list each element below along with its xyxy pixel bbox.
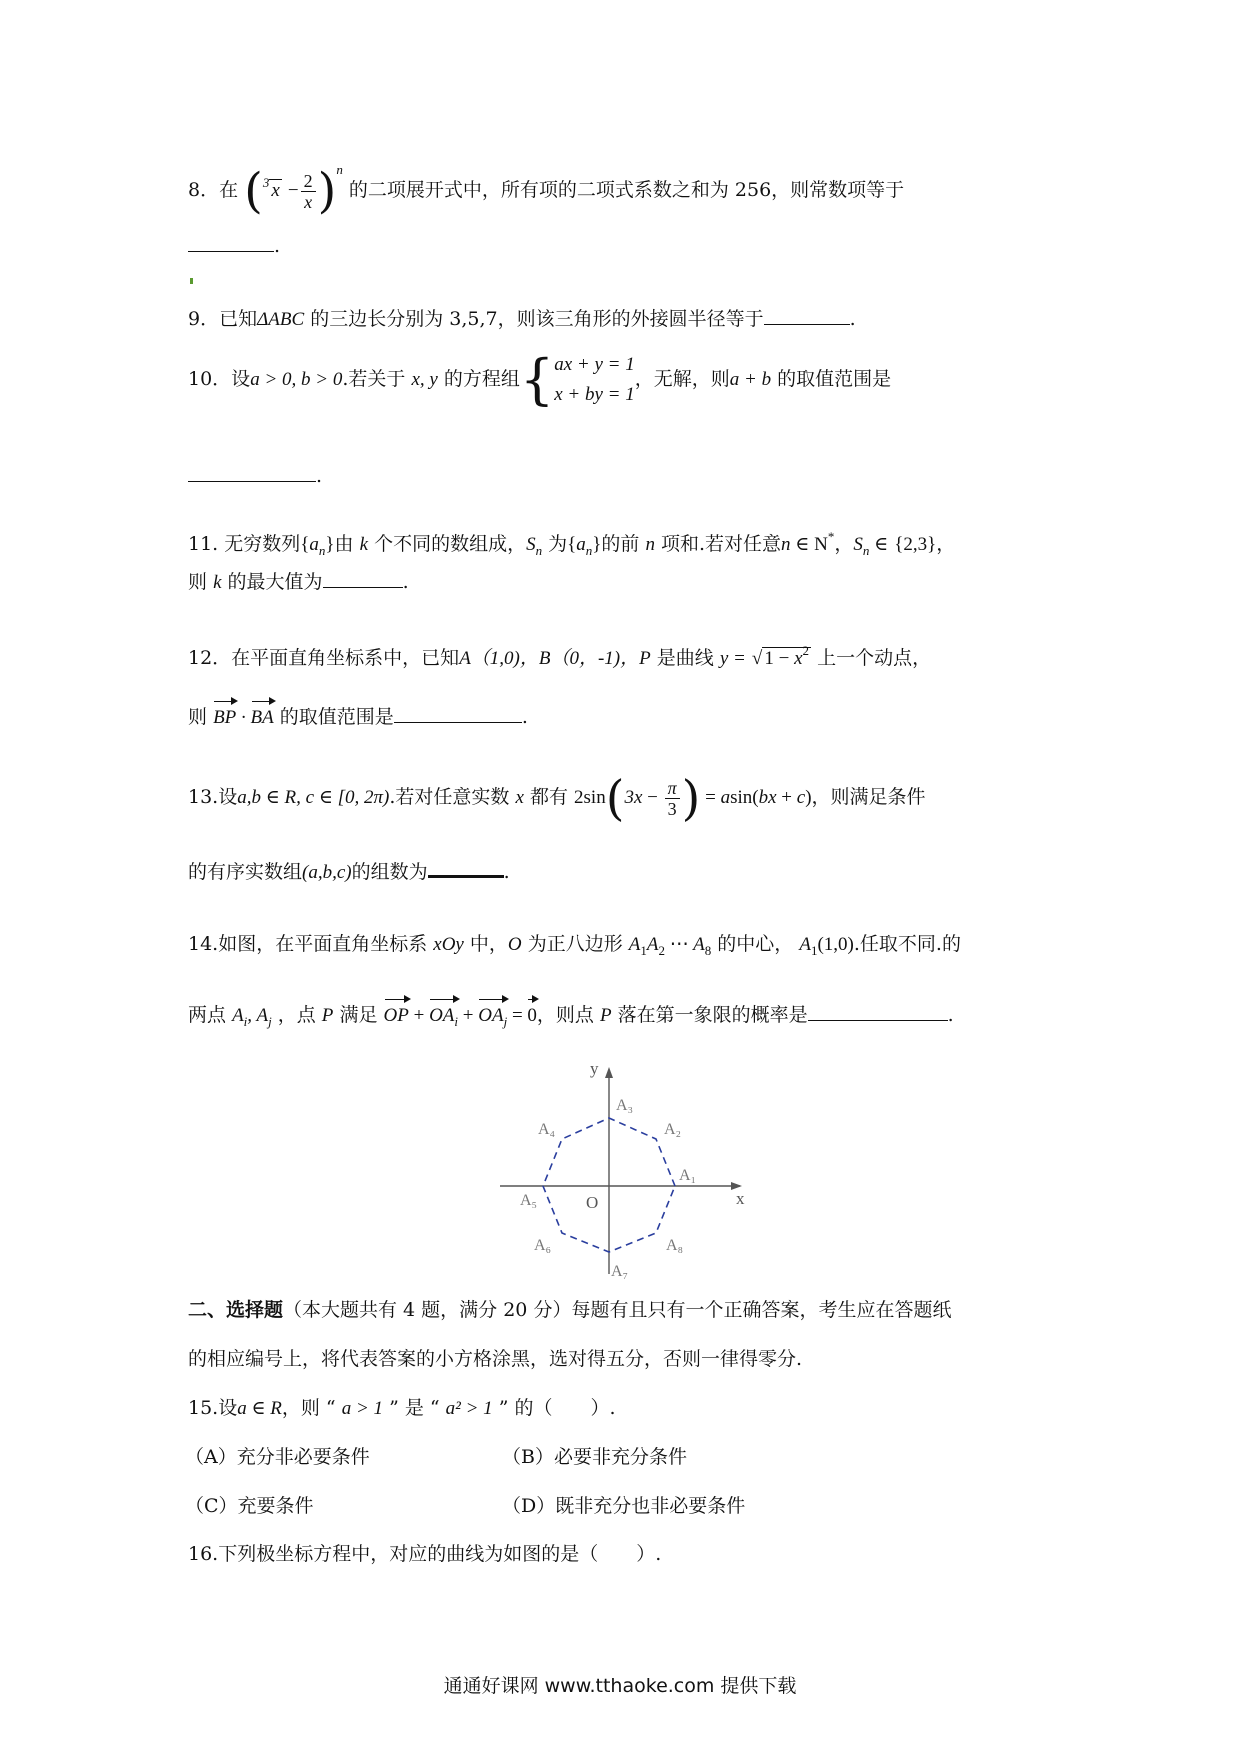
question-10-answer-line bbox=[188, 462, 322, 490]
section-2-desc bbox=[188, 1345, 802, 1373]
period: . bbox=[947, 1004, 954, 1026]
question-10-number: 10．设 bbox=[188, 368, 251, 390]
x-axis-label: x bbox=[736, 1189, 745, 1208]
question-12-line2 bbox=[188, 700, 528, 732]
q15-text-b: ，则 “ bbox=[281, 1397, 336, 1419]
q12-line2-b: 的取值范围是 bbox=[279, 706, 394, 728]
q14-line2-b: ，点 bbox=[277, 1004, 316, 1026]
q14-text-b: 中， bbox=[469, 933, 508, 955]
period: . bbox=[274, 235, 281, 257]
question-11 bbox=[188, 523, 955, 565]
sequence-an-2: $\{a_n\}$ bbox=[567, 534, 602, 558]
right-paren: ) bbox=[317, 163, 337, 219]
option-b[interactable] bbox=[502, 1442, 687, 1469]
question-11-line2 bbox=[188, 568, 409, 597]
y-axis-label: y bbox=[590, 1059, 599, 1078]
option-b-label: （B）必要非充分条件 bbox=[502, 1446, 687, 1468]
question-13 bbox=[188, 770, 926, 827]
q12-line2-a: 则 bbox=[188, 706, 208, 728]
left-paren: ( bbox=[244, 163, 263, 219]
answer-blank-10[interactable] bbox=[188, 463, 316, 482]
octagon-figure bbox=[490, 1058, 760, 1284]
option-c[interactable] bbox=[185, 1491, 314, 1518]
q11-text-b: 由 bbox=[334, 533, 354, 555]
q11-line2-a: 则 bbox=[188, 571, 208, 593]
q12-text-c: 上一个动点， bbox=[817, 647, 932, 669]
sequence-an: $\{a_n\}$ bbox=[300, 534, 335, 558]
q13-line2-b: 的组数为 bbox=[351, 861, 428, 883]
option-a[interactable] bbox=[185, 1442, 370, 1469]
q11-text-d: 为 bbox=[548, 533, 568, 555]
question-8-text: 的二项展开式中，所有项的二项式系数之和为 256，则常数项等于 bbox=[348, 179, 905, 201]
y-axis-arrow bbox=[605, 1067, 613, 1078]
option-c-label: （C）充要条件 bbox=[185, 1495, 314, 1517]
vertex-a1-label: A₁ bbox=[679, 1167, 697, 1184]
sine-identity: 2sin(3x − $\frac{\pi}{3}$ ) = asin(bx + c) bbox=[574, 770, 812, 827]
question-9 bbox=[188, 305, 856, 334]
question-16-text: 16.下列极坐标方程中，对应的曲线为如图的是（ ）. bbox=[188, 1543, 662, 1565]
option-d-label: （D）既非充分也非必要条件 bbox=[502, 1495, 746, 1517]
q11-text-g: ， bbox=[834, 533, 854, 555]
points-ai-aj: $A_i$, $A_j$ bbox=[232, 1005, 272, 1029]
question-14-number: 14.如图，在平面直角坐标系 bbox=[188, 933, 428, 955]
xoy-plane: xOy bbox=[433, 934, 464, 955]
scan-mark bbox=[190, 278, 193, 284]
set-2-3: {2,3} bbox=[894, 534, 937, 555]
question-10-text-d: ，无解，则 bbox=[634, 368, 730, 390]
triangle-abc: ΔABC bbox=[257, 309, 305, 330]
center-o: O bbox=[507, 934, 522, 955]
question-13-line2 bbox=[188, 857, 510, 887]
question-9-number: 9．已知 bbox=[188, 308, 258, 330]
footer-credit: 通通好课网 www.tthaoke.com 提供下载 bbox=[443, 1675, 797, 1697]
question-8-answer-line bbox=[188, 232, 280, 260]
question-10-text-e: 的取值范围是 bbox=[777, 368, 892, 390]
equation-system bbox=[554, 350, 635, 410]
period: . bbox=[503, 861, 510, 883]
question-12-number: 12．在平面直角坐标系中，已知 bbox=[188, 647, 460, 669]
question-11-number: 11. 无穷数列 bbox=[188, 533, 301, 555]
section-2-header bbox=[188, 1296, 951, 1324]
var-x: x bbox=[515, 786, 524, 808]
dot-product-bp-ba: BP · BA bbox=[213, 707, 274, 728]
condition-abc: a,b ∈ R, c ∈ [0, 2π) bbox=[237, 786, 390, 808]
question-8-number: 8．在 bbox=[188, 179, 239, 201]
question-15 bbox=[188, 1394, 616, 1423]
q14-line2-d: ，则点 bbox=[536, 1004, 594, 1026]
var-k: k bbox=[213, 572, 222, 593]
statement-p: a > 1 bbox=[341, 1398, 384, 1419]
octagon-a1-a8: $A_1A_2$ ⋯ $A_8$ bbox=[628, 934, 712, 958]
partial-sum-sn: $S_n$ bbox=[526, 534, 543, 558]
var-n: n bbox=[645, 534, 655, 555]
question-14 bbox=[188, 930, 961, 965]
vertex-a4-label: A₄ bbox=[538, 1121, 556, 1138]
q14-text-e: .任取不同.的 bbox=[853, 933, 961, 955]
q13-line2-a: 的有序实数组 bbox=[188, 861, 303, 883]
question-8: 8．在 ($^3$ x − $\frac{2}{x}$ )$^n$ 的二项展开式中，所有项的二项式系数之和为 256，则常数项等于 bbox=[188, 162, 905, 219]
q11-text-f: 项和.若对任意 bbox=[661, 533, 782, 555]
answer-blank-14[interactable] bbox=[808, 1002, 948, 1021]
question-10-text-b: .若关于 bbox=[342, 368, 406, 390]
fraction-2-over-x: $\frac{2}{x}$ bbox=[301, 171, 316, 212]
point-p: P bbox=[639, 648, 651, 669]
q14-text-c: 为正八边形 bbox=[527, 933, 623, 955]
q11-text-e: 的前 bbox=[601, 533, 640, 555]
q14-text-d: 的中心， bbox=[717, 933, 794, 955]
question-16 bbox=[188, 1540, 661, 1568]
q12-text-b: 是曲线 bbox=[656, 647, 714, 669]
q13-text-d: ，则满足条件 bbox=[811, 785, 926, 808]
vertex-a3-label: A₃ bbox=[616, 1097, 634, 1114]
section-2-title: 二、选择题 bbox=[188, 1299, 284, 1321]
ordered-triple: (a,b,c) bbox=[302, 862, 352, 883]
point-a: A（1,0)， bbox=[459, 648, 539, 669]
q11-comma: ， bbox=[936, 533, 956, 555]
vertex-a7-label: A₇ bbox=[611, 1263, 629, 1280]
q13-text-b: .若对任意实数 bbox=[389, 785, 510, 808]
point-p: P bbox=[321, 1005, 334, 1026]
period: . bbox=[316, 465, 323, 487]
vertex-a6-label: A₆ bbox=[534, 1237, 552, 1254]
question-15-number: 15.设 bbox=[188, 1397, 238, 1419]
statement-q: a² > 1 bbox=[445, 1398, 493, 1419]
condition-a-b: a > 0, b > 0 bbox=[250, 369, 343, 390]
sn-in-set: $S_n$ ∈ bbox=[853, 534, 889, 558]
option-d[interactable] bbox=[502, 1491, 745, 1518]
expr-a-plus-b: a + b bbox=[729, 369, 772, 390]
point-a1-coords: $A_1(1,0)$ bbox=[799, 934, 854, 958]
vertex-a8-label: A₈ bbox=[666, 1237, 684, 1254]
question-14-line2 bbox=[188, 998, 954, 1036]
var-k: k bbox=[359, 534, 369, 555]
q15-text-d: ” 的（ ）. bbox=[498, 1397, 616, 1419]
option-a-label: （A）充分非必要条件 bbox=[185, 1446, 370, 1468]
point-p: P bbox=[599, 1005, 612, 1026]
question-13-number: 13.设 bbox=[188, 785, 238, 808]
sqrt-expression: √ $1 - x^2$ bbox=[751, 643, 810, 669]
equation-2: x + by = 1 bbox=[554, 384, 635, 405]
q11-text-c: 个不同的数组成， bbox=[374, 533, 527, 555]
q14-line2-a: 两点 bbox=[188, 1004, 227, 1026]
n-in-naturals: n ∈ N* bbox=[781, 529, 835, 555]
answer-blank-12[interactable] bbox=[394, 704, 522, 723]
origin-label: O bbox=[586, 1193, 599, 1212]
condition-a-in-r: a ∈ R bbox=[237, 1398, 282, 1419]
equation-1: ax + y = 1 bbox=[554, 354, 635, 375]
q15-text-c: ” 是 “ bbox=[389, 1397, 440, 1419]
left-brace: { bbox=[519, 348, 555, 411]
period: . bbox=[402, 571, 409, 593]
vertex-a5-label: A₅ bbox=[520, 1192, 538, 1209]
answer-blank-11[interactable] bbox=[323, 569, 403, 588]
question-12 bbox=[188, 637, 931, 673]
section-2-desc-1: （本大题共有 4 题，满分 20 分）每题有且只有一个正确答案，考生应在答题纸 bbox=[283, 1299, 952, 1321]
section-2-desc-2: 的相应编号上，将代表答案的小方格涂黑，选对得五分，否则一律得零分. bbox=[188, 1348, 803, 1370]
question-9-text: 的三边长分别为 3,5,7，则该三角形的外接圆半径等于 bbox=[310, 308, 764, 330]
answer-blank-8[interactable] bbox=[188, 233, 274, 252]
q14-line2-c: 满足 bbox=[339, 1004, 378, 1026]
q14-line2-e: 落在第一象限的概率是 bbox=[617, 1004, 808, 1026]
question-10-text-c: 的方程组 bbox=[443, 368, 520, 390]
q11-line2-b: 的最大值为 bbox=[227, 571, 323, 593]
question-10 bbox=[188, 350, 891, 410]
vector-equation: OP + $OA_i + OA_j = 0$ bbox=[384, 1005, 537, 1026]
point-b: B（0，-1)， bbox=[538, 648, 640, 669]
vertex-a2-label: A₂ bbox=[664, 1121, 682, 1138]
variables-x-y: x, y bbox=[411, 369, 438, 390]
q13-text-c: 都有 bbox=[529, 785, 568, 808]
answer-blank-9[interactable] bbox=[764, 306, 850, 325]
answer-blank-13[interactable] bbox=[428, 857, 504, 878]
cube-root-x: $^3$ x bbox=[262, 175, 280, 201]
curve-lhs: y = bbox=[719, 648, 746, 669]
period: . bbox=[849, 308, 856, 330]
period: . bbox=[521, 706, 528, 728]
